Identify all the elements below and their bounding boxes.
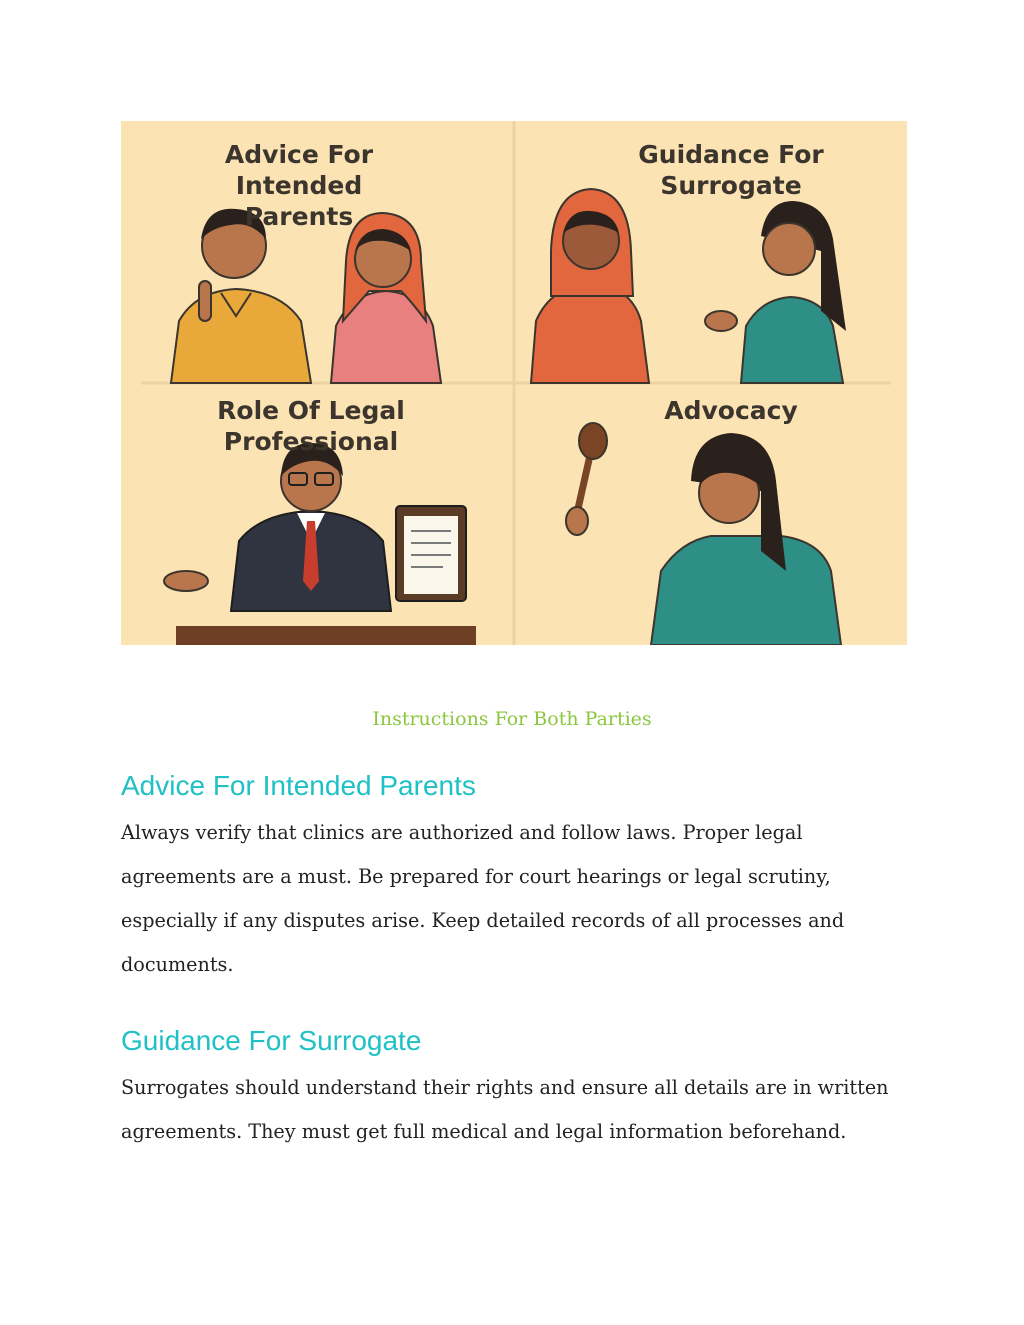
illustration-figure bbox=[121, 121, 907, 645]
panel-title-surrogate: Guidance For Surrogate bbox=[638, 140, 824, 200]
paragraph-advice-intended-parents: Always verify that clinics are authorized and follow laws. Proper legal agreements are a must. Be prepared for court hearings or legal scrutiny, especially if any disputes arise. Keep detailed records of all processes and documents. bbox=[121, 821, 845, 976]
figure-caption: Instructions For Both Parties bbox=[372, 708, 652, 730]
panel-title-advocacy: Advocacy bbox=[664, 396, 798, 425]
panel-title-legal-professional: Role Of Legal Professional bbox=[217, 396, 405, 456]
heading-advice-intended-parents: Advice For Intended Parents bbox=[121, 770, 476, 801]
panel-title-intended-parents: Advice For Intended Parents bbox=[224, 140, 374, 231]
paragraph-guidance-surrogate: Surrogates should understand their rights and ensure all details are in written agreements. They must get full medical and legal information beforehand. bbox=[121, 1076, 889, 1143]
heading-guidance-surrogate: Guidance For Surrogate bbox=[121, 1025, 422, 1056]
